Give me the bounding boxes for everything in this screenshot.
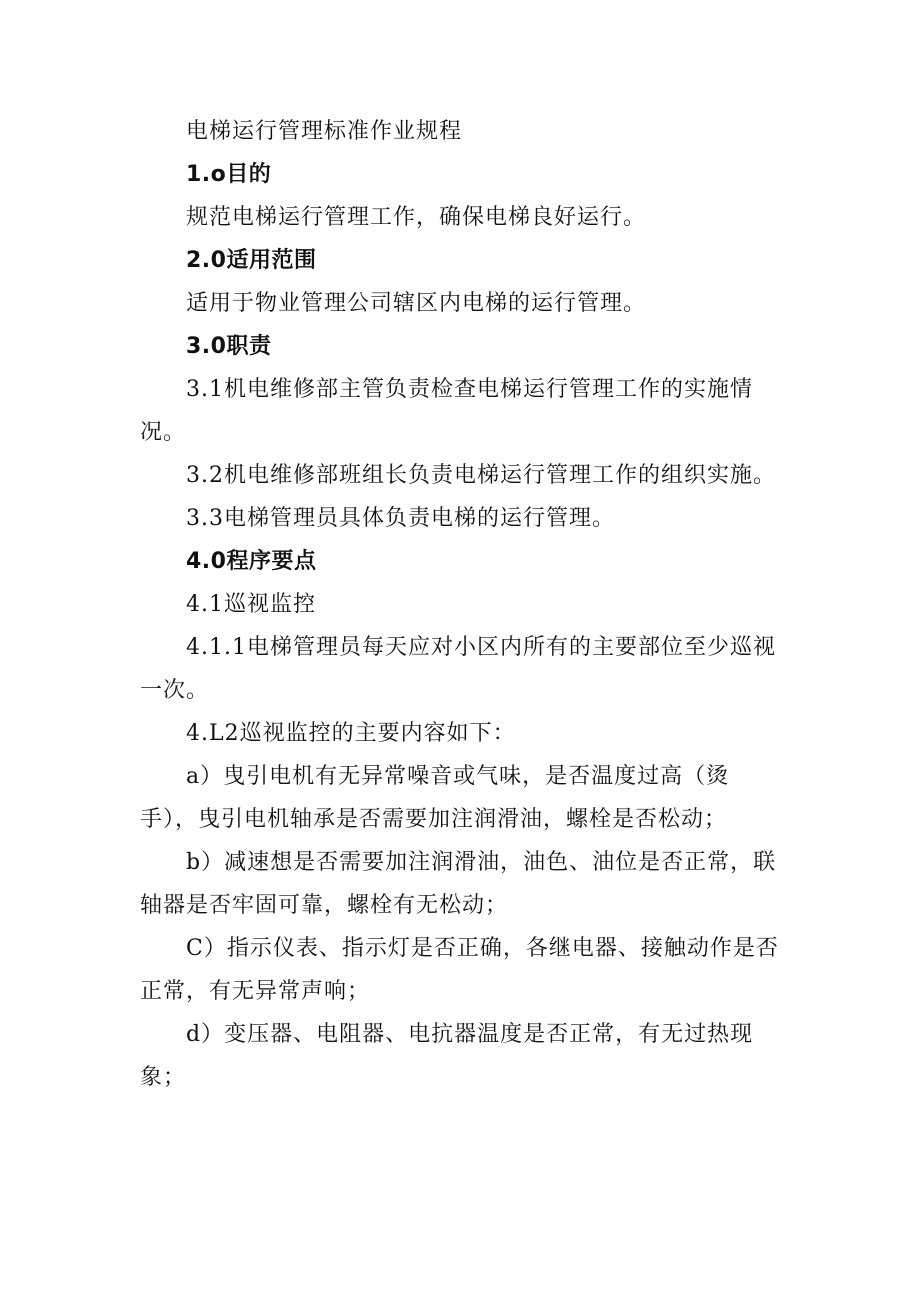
section-4-1-2: 4.L2巡视监控的主要内容如下： (186, 721, 516, 746)
section-1-heading: 1.o目的 (186, 162, 272, 187)
section-4-1-1: 4.1.1电梯管理员每天应对小区内所有的主要部位至少巡视一次。 (140, 635, 776, 703)
inspection-item-c: C）指示仪表、指示灯是否正确，各继电器、接触动作是否正常，有无异常声响； (140, 936, 779, 1004)
section-3-1: 3.1机电维修部主管负责检查电梯运行管理工作的实施情况。 (140, 377, 753, 445)
document-body (140, 110, 780, 1099)
section-2-text: 适用于物业管理公司辖区内电梯的运行管理。 (186, 291, 647, 316)
section-3-heading: 3.0职责 (186, 334, 272, 359)
section-1-text: 规范电梯运行管理工作，确保电梯良好运行。 (186, 205, 647, 230)
section-4-heading: 4.0程序要点 (186, 549, 317, 574)
inspection-item-d: d）变压器、电阻器、电抗器温度是否正常，有无过热现象； (140, 1022, 754, 1090)
section-3-2: 3.2机电维修部班组长负责电梯运行管理工作的组织实施。 (186, 463, 776, 488)
section-3-3: 3.3电梯管理员具体负责电梯的运行管理。 (186, 506, 615, 531)
section-2-heading: 2.0适用范围 (186, 248, 317, 273)
section-4-1: 4.1巡视监控 (186, 592, 316, 617)
document-title: 电梯运行管理标准作业规程 (186, 119, 463, 144)
inspection-item-b: b）减速想是否需要加注润滑油，油色、油位是否正常，联轴器是否牢固可靠，螺栓有无松动； (140, 850, 777, 918)
inspection-item-a: a）曳引电机有无异常噪音或气味，是否温度过高（烫手），曳引电机轴承是否需要加注润滑油，螺栓是否松动； (140, 764, 730, 832)
